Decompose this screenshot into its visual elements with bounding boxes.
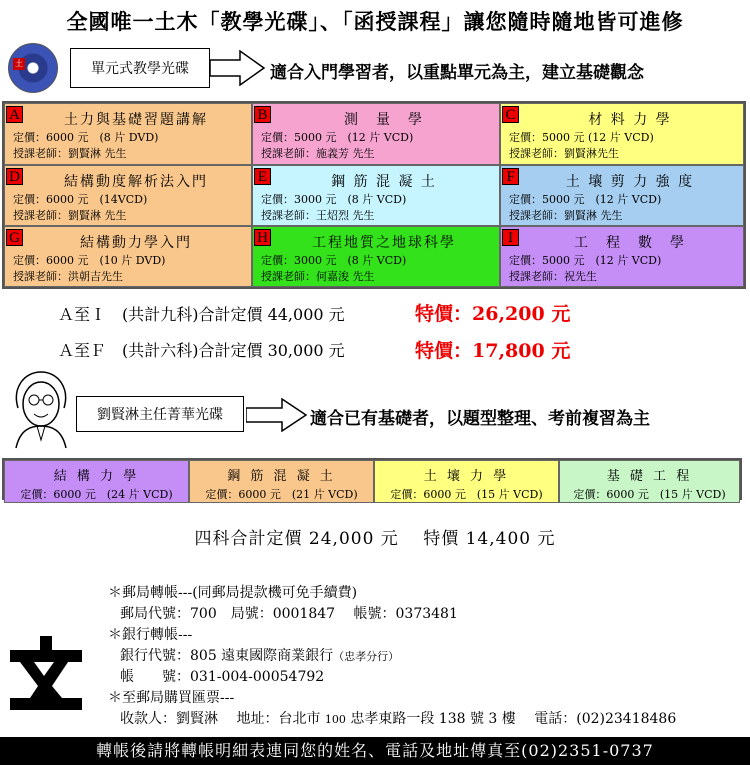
course-name: 材 料 力 學: [588, 112, 672, 128]
course-cell: [500, 103, 744, 165]
course-grid: [2, 101, 746, 289]
payment-info: [108, 583, 676, 730]
premium-cd-tagline: 適合已有基礎者，以題型整理、考前複習為主: [310, 409, 650, 429]
post-transfer-detail: 郵局代號：700 局號：0001847 帳號：0373481: [120, 606, 458, 622]
course-teacher: 授課老師：劉賢淋 先生: [509, 209, 623, 222]
payee-address: 忠孝東路一段 138 號 3 樓 電話：(02)23418486: [350, 711, 677, 727]
course-teacher: 授課老師：祝先生: [509, 270, 597, 283]
course-teacher: 授課老師：劉賢淋先生: [509, 147, 619, 160]
course-letter-badge: B: [254, 106, 271, 123]
course-name: 結構動度解析法入門: [64, 174, 208, 190]
premium-course-cell: [559, 460, 740, 503]
arrow-right-icon: [210, 50, 266, 86]
premium-course-price: 定價：6000 元 (21 片 VCD): [205, 488, 358, 501]
bank-code-line: [108, 646, 676, 667]
course-cell: [252, 103, 500, 165]
course-cell: [4, 103, 252, 165]
payee: 收款人：劉賢淋 地址：台北市: [120, 711, 321, 727]
bundle-a-to-f: Ａ至Ｆ (共計六科)合計定價 30,000 元: [58, 341, 345, 360]
premium-cd-label: 劉賢淋主任菁華光碟: [97, 407, 223, 423]
money-order-heading: ＊至郵局購買匯票---: [108, 690, 235, 706]
course-name: 鋼 筋 混 凝 土: [331, 174, 437, 190]
course-price: 定價：6000 元 (10 片 DVD): [13, 254, 166, 267]
page-title: 全國唯一土木「教學光碟」、「函授課程」讓您隨時隨地皆可進修: [66, 10, 684, 34]
cd-logo-icon: 土: [15, 59, 23, 68]
course-cell: [4, 226, 252, 287]
bank-account: 帳 號：031-004-00054792: [120, 669, 325, 685]
bank-code: 銀行代號：805 遠東國際商業銀行: [120, 648, 334, 664]
course-letter-badge: F: [502, 168, 519, 185]
premium-course-cell: [4, 460, 189, 503]
course-price: 定價：3000 元 (8 片 VCD): [261, 193, 407, 206]
post-transfer-heading: ＊郵局轉帳---(同郵局提款機可免手續費): [108, 585, 358, 601]
premium-course-cell: [189, 460, 374, 503]
arrow-right-icon: [246, 398, 308, 432]
premium-course-price: 定價：6000 元 (15 片 VCD): [390, 488, 543, 501]
course-price: 定價：6000 元 (8 片 DVD): [13, 131, 159, 144]
course-teacher: 授課老師：施義芳 先生: [261, 147, 375, 160]
course-cell: [500, 226, 744, 287]
course-teacher: 授課老師：王炤烈 先生: [261, 209, 375, 222]
premium-total: 四科合計定價 24,000 元 特價 14,400 元: [194, 529, 556, 549]
course-cell: [4, 165, 252, 226]
course-letter-badge: A: [6, 106, 23, 123]
course-price: 定價：5000 元 (12 片 VCD): [509, 193, 662, 206]
premium-course-name: 土 壤 力 學: [423, 469, 510, 484]
payee-line: [108, 709, 676, 730]
course-teacher: 授課老師：何嘉浚 先生: [261, 270, 375, 283]
course-teacher: 授課老師：劉賢淋 先生: [13, 209, 127, 222]
premium-course-row: [2, 458, 742, 500]
course-cell: [252, 165, 500, 226]
premium-cd-label-box: [76, 396, 244, 432]
premium-course-name: 基 礎 工 程: [606, 469, 693, 484]
course-teacher: 授課老師：劉賢淋 先生: [13, 147, 127, 160]
course-name: 測 量 學: [344, 112, 424, 128]
teacher-portrait-icon: [10, 368, 72, 450]
course-price: 定價：5000 元 (12 片 VCD): [261, 131, 414, 144]
course-letter-badge: E: [254, 168, 271, 185]
bundle-a-to-i-special: 特價：26,200 元: [415, 303, 571, 325]
unit-cd-tagline: 適合入門學習者，以重點單元為主，建立基礎觀念: [270, 63, 644, 83]
bank-transfer-heading: ＊銀行轉帳---: [108, 627, 193, 643]
premium-course-name: 鋼 筋 混 凝 土: [227, 469, 336, 484]
course-letter-badge: H: [254, 229, 271, 246]
footer-fax-notice: 轉帳後請將轉帳明細表連同您的姓名、電話及地址傳真至(02)2351-0737: [0, 737, 750, 765]
course-cell: [500, 165, 744, 226]
unit-cd-label-box: [70, 48, 210, 88]
course-name: 結構動力學入門: [80, 235, 192, 251]
premium-course-price: 定價：6000 元 (24 片 VCD): [20, 488, 173, 501]
course-letter-badge: C: [502, 106, 519, 123]
course-teacher: 授課老師：洪朝吉先生: [13, 270, 123, 283]
course-price: 定價：3000 元 (8 片 VCD): [261, 254, 407, 267]
premium-course-price: 定價：6000 元 (15 片 VCD): [573, 488, 726, 501]
course-cell: [252, 226, 500, 287]
course-letter-badge: G: [6, 229, 23, 246]
bundle-a-to-i: Ａ至Ｉ (共計九科)合計定價 44,000 元: [58, 305, 345, 324]
bank-branch: （忠孝分行）: [333, 650, 400, 663]
company-logo-icon: [6, 632, 86, 712]
course-price: 定價：5000 元 (12 片 VCD): [509, 254, 662, 267]
course-letter-badge: D: [6, 168, 23, 185]
bundle-a-to-f-special: 特價：17,800 元: [415, 340, 571, 362]
premium-course-name: 結 構 力 學: [53, 469, 140, 484]
course-price: 定價：5000 元 (12 片 VCD): [509, 131, 654, 144]
course-price: 定價：6000 元 (14VCD): [13, 193, 148, 206]
course-name: 工程地質之地球科學: [312, 235, 456, 251]
course-name: 工 程 數 學: [574, 235, 686, 251]
premium-course-cell: [374, 460, 559, 503]
payee-zip: 100: [324, 713, 346, 726]
course-name: 土力與基礎習題講解: [64, 112, 208, 128]
course-name: 土 壤 剪 力 強 度: [565, 174, 695, 190]
course-letter-badge: I: [502, 229, 519, 246]
unit-cd-label: 單元式教學光碟: [91, 61, 189, 77]
